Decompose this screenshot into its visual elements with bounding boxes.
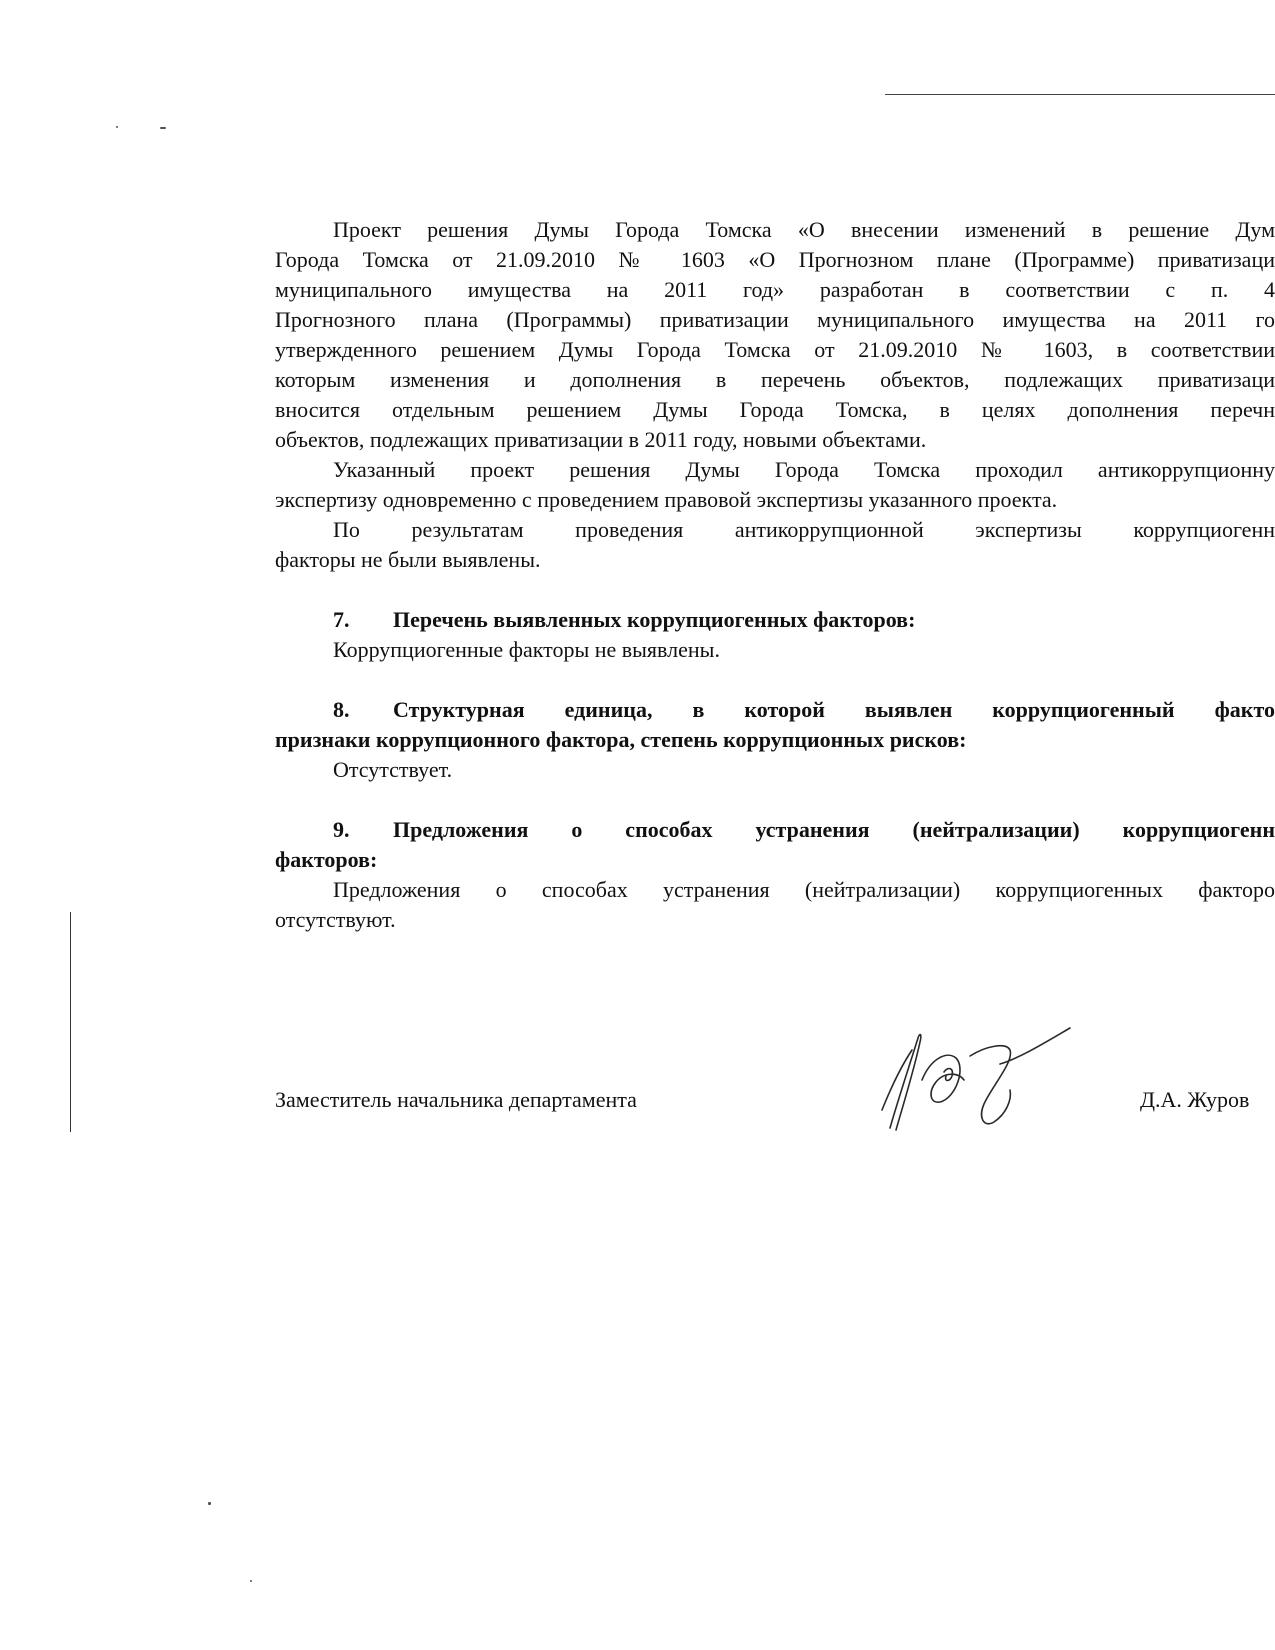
- scan-speck: [250, 1580, 252, 1582]
- section-8-number: 8.: [333, 697, 350, 722]
- paragraph-1-line-6: которым изменения и дополнения в перечень объектов, подлежащих приватизаци: [275, 367, 1275, 392]
- header-rule: [885, 94, 1275, 95]
- paragraph-1-line-5: утвержденного решением Думы Города Томска от 21.09.2010 № 1603, в соответствии: [275, 337, 1275, 362]
- paragraph-3-line-1: По результатам проведения антикоррупционной экспертизы коррупциогенн: [333, 517, 1275, 542]
- section-9-heading-line-1: [333, 815, 1275, 845]
- section-7-heading: [333, 605, 915, 635]
- scan-speck: [116, 126, 118, 128]
- section-8-heading-line-1: [333, 695, 1275, 725]
- section-7-title: Перечень выявленных коррупциогенных факторов:: [393, 607, 916, 632]
- paragraph-2-line-2: экспертизу одновременно с проведением правовой экспертизы указанного проекта.: [275, 487, 1058, 512]
- paragraph-1-line-7: вносится отдельным решением Думы Города Томска, в целях дополнения перечн: [275, 397, 1275, 422]
- handwritten-signature: [860, 1020, 1080, 1140]
- section-9-title-line-1: Предложения о способах устранения (нейтрализации) коррупциогенн: [393, 817, 1275, 842]
- section-9-number: 9.: [333, 817, 350, 842]
- section-9-heading-line-2: факторов:: [275, 847, 378, 872]
- paragraph-1-line-8: объектов, подлежащих приватизации в 2011 году, новыми объектами.: [275, 427, 927, 452]
- section-7-number: 7.: [333, 607, 350, 632]
- paragraph-1-line-2: Города Томска от 21.09.2010 № 1603 «О Прогнозном плане (Программе) приватизаци: [275, 247, 1275, 272]
- section-8-title-line-1: Структурная единица, в которой выявлен коррупциогенный факто: [393, 697, 1275, 722]
- signatory-name: Д.А. Журов: [1140, 1087, 1250, 1112]
- section-7-body: Коррупциогенные факторы не выявлены.: [333, 637, 720, 662]
- paragraph-3-line-2: факторы не были выявлены.: [275, 547, 541, 572]
- paragraph-1-line-3: муниципального имущества на 2011 год» разработан в соответствии с п. 4: [275, 277, 1275, 302]
- paragraph-1-line-4: Прогнозного плана (Программы) приватизации муниципального имущества на 2011 го: [275, 307, 1275, 332]
- scan-margin-line: [70, 912, 71, 1132]
- section-8-body: Отсутствует.: [333, 757, 453, 782]
- paragraph-1-line-1: Проект решения Думы Города Томска «О внесении изменений в решение Дум: [333, 217, 1275, 242]
- paragraph-2-line-1: Указанный проект решения Думы Города Томска проходил антикоррупционну: [333, 457, 1275, 482]
- section-9-body-line-2: отсутствуют.: [275, 907, 396, 932]
- section-8-heading-line-2: признаки коррупционного фактора, степень коррупционных рисков:: [275, 727, 967, 752]
- scan-speck: [160, 127, 166, 129]
- scan-speck: [208, 1502, 211, 1505]
- signatory-position: Заместитель начальника департамента: [275, 1087, 637, 1112]
- section-9-body-line-1: Предложения о способах устранения (нейтрализации) коррупциогенных факторо: [333, 877, 1275, 902]
